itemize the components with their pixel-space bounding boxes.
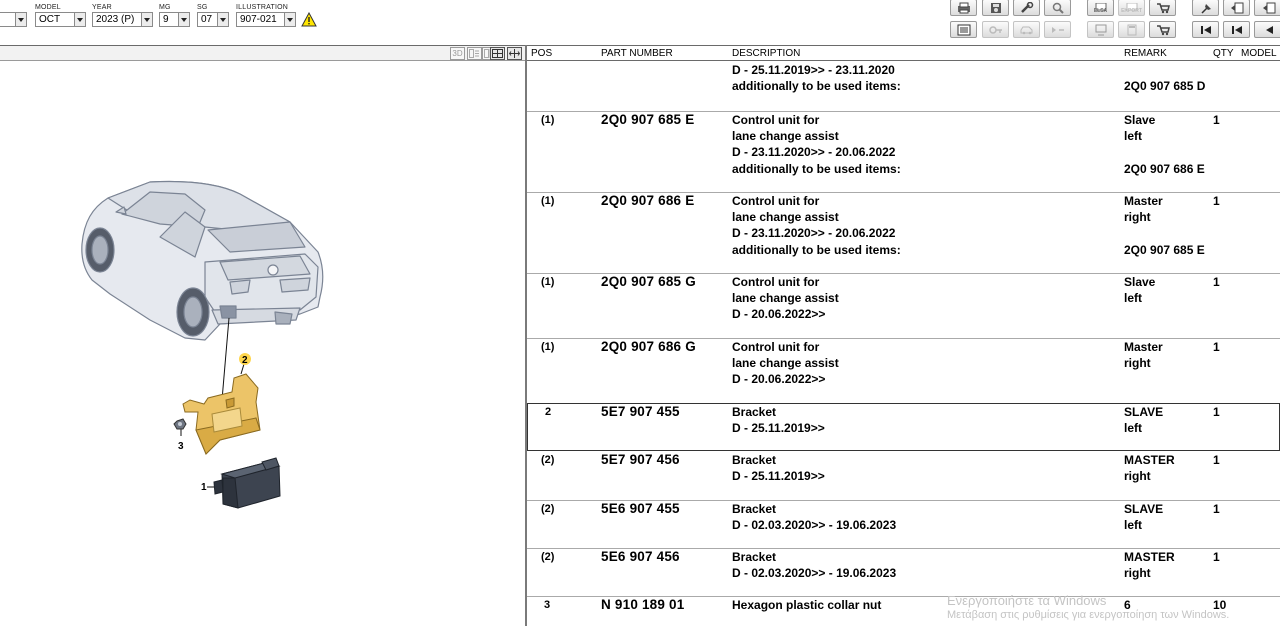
- table-row[interactable]: [527, 62, 1280, 112]
- row-description: Bracket D - 25.11.2019>>: [732, 405, 825, 436]
- illustration-toolbar: [0, 45, 527, 61]
- row-pos: (1): [541, 341, 555, 353]
- row-description: Control unit for lane change assist D - 23.11.2020>> - 20.06.2022 additionally to be used items:: [732, 113, 901, 176]
- search-zoom-icon[interactable]: [1044, 0, 1071, 16]
- table-row[interactable]: [527, 339, 1280, 403]
- col-qty-header[interactable]: QTY: [1213, 48, 1234, 59]
- prev-icon[interactable]: [1254, 21, 1280, 38]
- model-filter-group: [35, 3, 86, 27]
- col-part-number-header[interactable]: PART NUMBER: [601, 48, 673, 59]
- row-description: Bracket D - 02.03.2020>> - 19.06.2023: [732, 550, 897, 581]
- save-disk-icon[interactable]: [982, 0, 1009, 16]
- row-description: D - 25.11.2019>> - 23.11.2020 additionally to be used items:: [732, 63, 901, 94]
- elsa-icon[interactable]: [1087, 0, 1114, 16]
- row-part-number[interactable]: 5E6 907 456: [601, 549, 680, 564]
- key-icon[interactable]: [982, 21, 1009, 38]
- parts-table: [527, 62, 1280, 626]
- model-value: OCT: [39, 14, 61, 25]
- watermark-line-1: Ενεργοποιήστε τα Windows: [947, 593, 1107, 608]
- watermark-line-2: Μετάβαση στις ρυθμίσεις για ενεργοποίηση των Windows.: [947, 609, 1230, 621]
- illustration-value: 907-021: [240, 14, 277, 25]
- chevron-down-icon: [74, 13, 85, 26]
- bracket-part: [183, 374, 260, 454]
- row-remark: Master right: [1124, 340, 1163, 371]
- col-description-header[interactable]: DESCRIPTION: [732, 48, 801, 59]
- chevron-down-icon: [141, 13, 152, 26]
- col-pos-header[interactable]: POS: [531, 48, 553, 59]
- sg-filter-group: [197, 3, 229, 27]
- col-remark-header[interactable]: REMARK: [1124, 48, 1167, 59]
- wrench-icon[interactable]: [1013, 0, 1040, 16]
- document-left-icon[interactable]: [1223, 0, 1250, 16]
- calculator-icon[interactable]: [1118, 21, 1145, 38]
- filter-bar: [0, 0, 1280, 45]
- row-remark: SLAVE left: [1124, 405, 1164, 436]
- row-description: Control unit for lane change assist D - 20.06.2022>>: [732, 275, 839, 322]
- row-remark: SLAVE left: [1124, 502, 1164, 533]
- illustration-filter-group: [236, 3, 296, 27]
- row-qty: 1: [1213, 194, 1220, 208]
- cart-plus-icon[interactable]: [1149, 21, 1176, 38]
- row-part-number[interactable]: N 910 189 01: [601, 597, 685, 612]
- table-row[interactable]: [527, 452, 1280, 501]
- chevron-down-icon: [178, 13, 189, 26]
- row-pos: (1): [541, 195, 555, 207]
- mg-filter-group: [159, 3, 190, 27]
- callout-2[interactable]: 2: [242, 355, 248, 366]
- first-page-icon[interactable]: [1192, 21, 1219, 38]
- row-description: Bracket D - 25.11.2019>>: [732, 453, 825, 484]
- chevron-down-icon: [15, 13, 26, 26]
- view-3d-label: 3D: [452, 49, 463, 58]
- ekp-caption: EKPORT: [1121, 8, 1142, 14]
- row-description: Control unit for lane change assist D - 20.06.2022>>: [732, 340, 839, 387]
- row-remark: MASTER right: [1124, 550, 1175, 581]
- row-part-number[interactable]: 5E7 907 456: [601, 452, 680, 467]
- prev-page-icon[interactable]: [1223, 21, 1250, 38]
- row-pos: (2): [541, 503, 555, 515]
- table-row[interactable]: [527, 193, 1280, 274]
- row-qty: 1: [1213, 340, 1220, 354]
- year-value: 2023 (P): [96, 14, 135, 25]
- cart-icon[interactable]: [1149, 0, 1176, 16]
- row-remark: Master right 2Q0 907 685 E: [1124, 194, 1205, 257]
- table-row[interactable]: [527, 549, 1280, 597]
- row-pos: (1): [541, 276, 555, 288]
- chevron-down-icon: [217, 13, 228, 26]
- model-select[interactable]: [35, 12, 86, 27]
- pin-icon[interactable]: [1192, 0, 1219, 16]
- view-split-icon[interactable]: [467, 47, 482, 60]
- row-qty: 1: [1213, 405, 1220, 419]
- mg-select[interactable]: [159, 12, 190, 27]
- table-row[interactable]: [527, 112, 1280, 193]
- parts-table-header: [527, 45, 1280, 61]
- callout-1[interactable]: 1: [201, 482, 207, 493]
- view-3d-button[interactable]: [450, 47, 465, 60]
- car-fuel-icon[interactable]: [1013, 21, 1040, 38]
- row-qty: 10: [1213, 598, 1227, 612]
- table-row-selected[interactable]: [527, 403, 1280, 451]
- prev-filter-group: [0, 3, 27, 27]
- sg-label: SG: [197, 4, 208, 11]
- elsa-caption: ELSA: [1093, 8, 1108, 14]
- model-label: MODEL: [35, 4, 61, 11]
- car-illustration: [82, 182, 323, 341]
- callout-3[interactable]: 3: [178, 441, 184, 452]
- row-qty: 1: [1213, 550, 1220, 564]
- view-grid-icon[interactable]: [490, 47, 505, 60]
- row-pos: (2): [541, 551, 555, 563]
- row-remark: 6: [1124, 598, 1131, 612]
- collar-nut-part: [174, 419, 186, 429]
- view-fit-icon[interactable]: [507, 47, 522, 60]
- row-description: Bracket D - 02.03.2020>> - 19.06.2023: [732, 502, 897, 533]
- list-icon[interactable]: [950, 21, 977, 38]
- row-pos: (2): [541, 454, 555, 466]
- row-part-number[interactable]: 2Q0 907 685 G: [601, 274, 696, 289]
- row-pos: 2: [545, 406, 552, 418]
- row-description: Hexagon plastic collar nut: [732, 598, 882, 612]
- row-part-number[interactable]: 2Q0 907 686 G: [601, 339, 696, 354]
- prev-filter-select[interactable]: [0, 12, 27, 27]
- col-model-header[interactable]: MODEL: [1241, 48, 1277, 59]
- chevron-down-icon: [284, 13, 295, 26]
- arrow-line-icon[interactable]: [1044, 21, 1071, 38]
- table-row[interactable]: [527, 501, 1280, 549]
- print-icon[interactable]: [950, 0, 977, 16]
- year-label: YEAR: [92, 4, 112, 11]
- row-part-number[interactable]: 2Q0 907 686 E: [601, 193, 695, 208]
- mg-label: MG: [159, 4, 171, 11]
- row-part-number[interactable]: 5E6 907 455: [601, 501, 680, 516]
- row-qty: 1: [1213, 502, 1220, 516]
- row-qty: 1: [1213, 275, 1220, 289]
- row-description: Control unit for lane change assist D - 23.11.2020>> - 20.06.2022 additionally to be used items:: [732, 194, 901, 257]
- illustration-select[interactable]: [236, 12, 296, 27]
- control-unit-part: [214, 458, 280, 508]
- sg-select[interactable]: [197, 12, 229, 27]
- row-qty: 1: [1213, 113, 1220, 127]
- warning-icon[interactable]: [301, 12, 317, 27]
- year-filter-group: [92, 3, 153, 27]
- sg-value: 07: [201, 14, 213, 25]
- year-select[interactable]: [92, 12, 153, 27]
- table-row[interactable]: [527, 274, 1280, 339]
- ekpartner-icon[interactable]: [1118, 0, 1145, 16]
- row-part-number[interactable]: 5E7 907 455: [601, 404, 680, 419]
- row-remark: 2Q0 907 685 D: [1124, 79, 1206, 94]
- row-part-number[interactable]: 2Q0 907 685 E: [601, 112, 695, 127]
- row-qty: 1: [1213, 453, 1220, 467]
- parts-illustration: [0, 62, 525, 626]
- mg-value: 9: [163, 14, 169, 25]
- row-pos: (1): [541, 114, 555, 126]
- row-remark: MASTER right: [1124, 453, 1175, 484]
- document-right-icon[interactable]: [1254, 0, 1280, 16]
- row-remark: Slave left: [1124, 275, 1156, 306]
- windows-activation-watermark: [947, 593, 1229, 621]
- computer-icon[interactable]: [1087, 21, 1114, 38]
- illustration-label: ILLUSTRATION: [236, 4, 289, 11]
- row-pos: 3: [544, 599, 551, 611]
- row-remark: Slave left 2Q0 907 686 E: [1124, 113, 1205, 176]
